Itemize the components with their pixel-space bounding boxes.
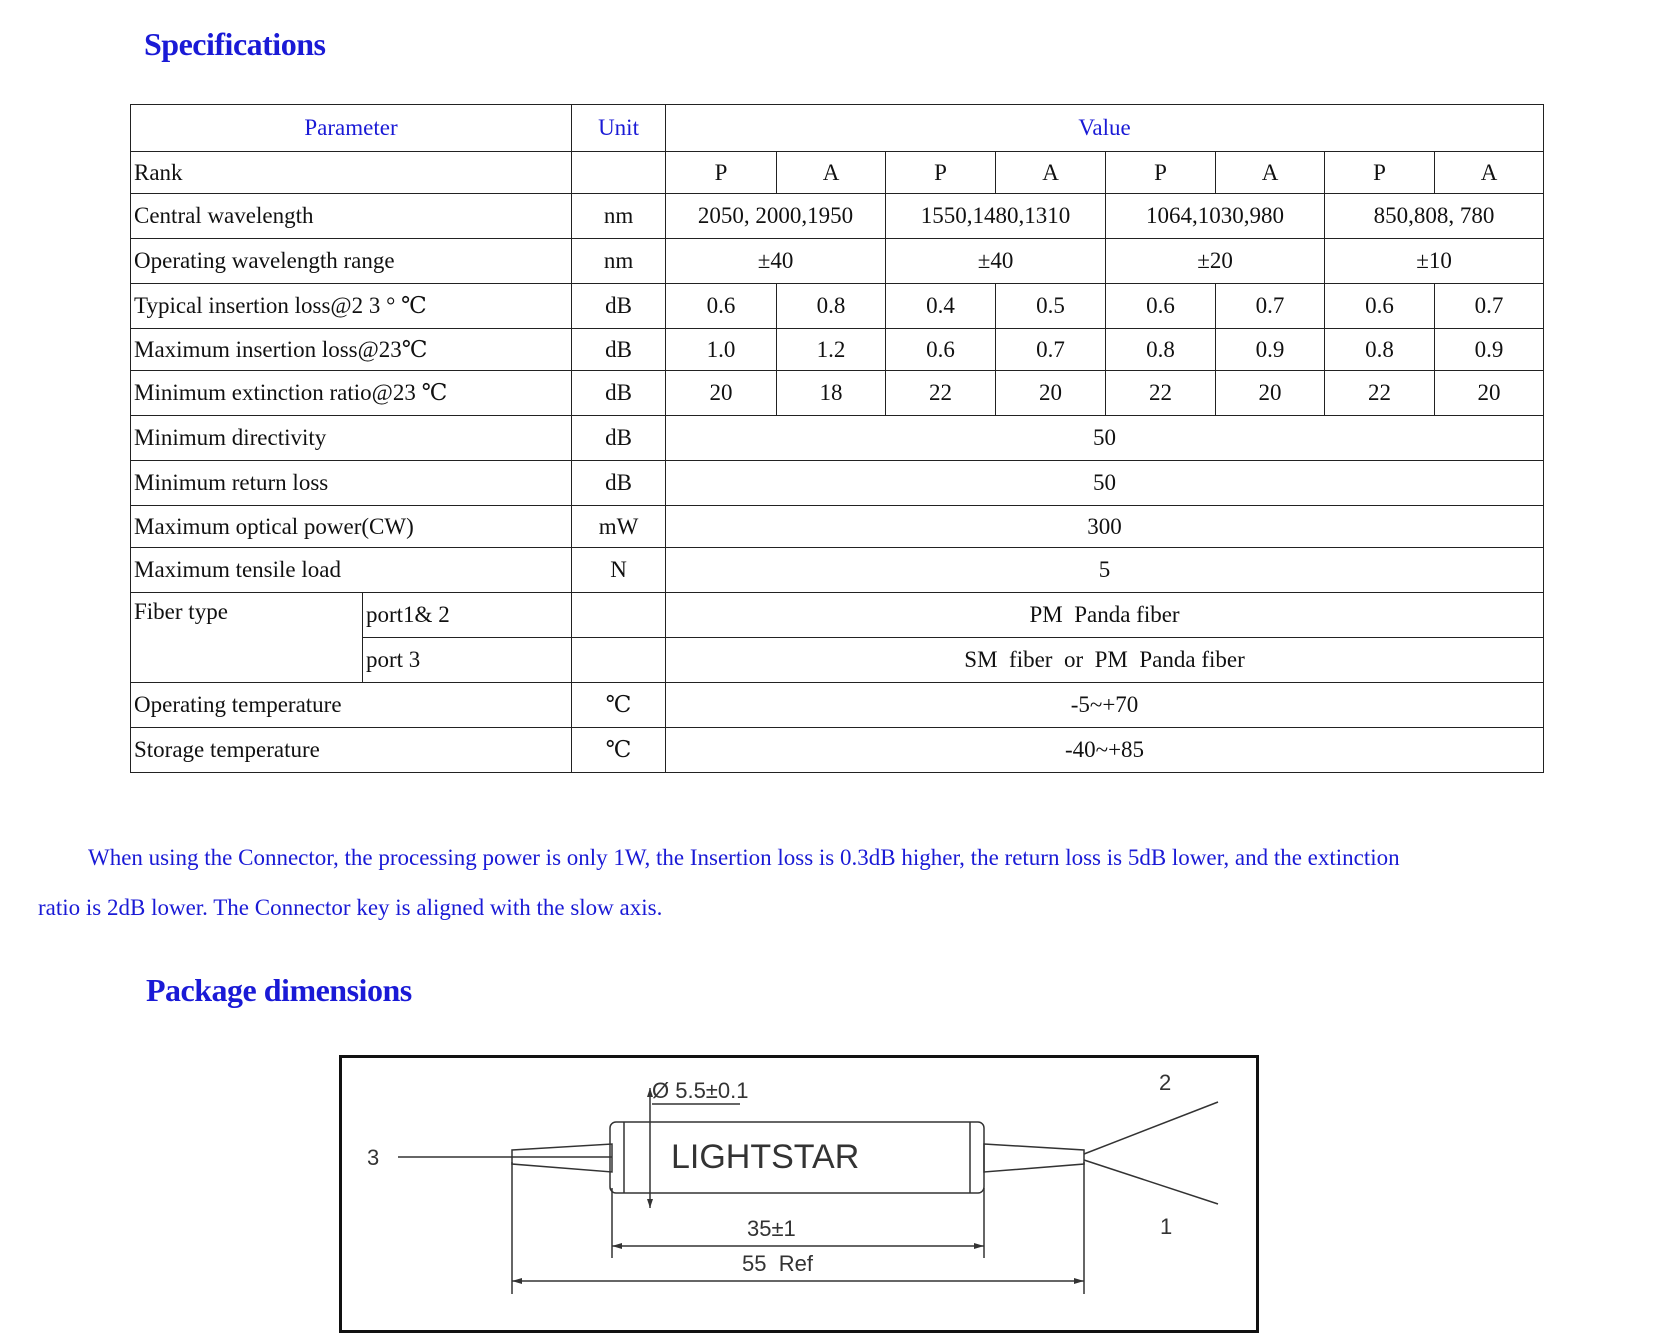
max-power-row (131, 506, 1544, 548)
rank-row (131, 152, 1544, 194)
op-temp-unit: ℃ (572, 683, 666, 728)
min-er-unit: dB (572, 371, 666, 416)
fiber-port-2 (1084, 1102, 1218, 1154)
min-directivity-label: Minimum directivity (131, 416, 572, 461)
port-1-label: 1 (1160, 1214, 1173, 1239)
min-er-cell: 22 (1106, 371, 1216, 416)
dim-total-arrow-right (1074, 1278, 1084, 1284)
typical-il-cell: 0.7 (1216, 284, 1325, 329)
op-temp-value: -5~+70 (666, 683, 1544, 728)
op-temp-label: Operating temperature (131, 683, 572, 728)
max-power-label: Maximum optical power(CW) (131, 506, 572, 548)
min-return-loss-label: Minimum return loss (131, 461, 572, 506)
port3-label: port 3 (363, 638, 572, 683)
port12-value: PM Panda fiber (666, 593, 1544, 638)
min-er-cell: 22 (886, 371, 996, 416)
min-directivity-unit: dB (572, 416, 666, 461)
port-3-label: 3 (367, 1145, 380, 1170)
storage-temp-unit: ℃ (572, 728, 666, 773)
operating-range-unit: nm (572, 239, 666, 284)
max-il-cell: 0.9 (1216, 329, 1325, 371)
max-il-cell: 0.9 (1435, 329, 1544, 371)
dim-body-arrow-left (612, 1243, 622, 1249)
max-il-row (131, 329, 1544, 371)
rank-cell: P (1325, 152, 1435, 194)
port3-unit (572, 638, 666, 683)
package-drawing-svg (342, 1058, 1256, 1330)
max-tensile-value: 5 (666, 548, 1544, 593)
typical-il-cell: 0.7 (1435, 284, 1544, 329)
min-directivity-row (131, 416, 1544, 461)
total-length-label: 55 Ref (742, 1251, 813, 1276)
port-2-label: 2 (1159, 1070, 1172, 1095)
typical-il-cell: 0.4 (886, 284, 996, 329)
min-er-row (131, 371, 1544, 416)
typical-il-cell: 0.5 (996, 284, 1106, 329)
fiber-type-label: Fiber type (131, 593, 363, 683)
max-il-label: Maximum insertion loss@23℃ (131, 329, 572, 371)
rank-cell: P (666, 152, 777, 194)
op-temp-row (131, 683, 1544, 728)
min-er-cell: 20 (1435, 371, 1544, 416)
min-er-cell: 20 (1216, 371, 1325, 416)
max-il-cell: 0.7 (996, 329, 1106, 371)
central-wavelength-row (131, 194, 1544, 239)
header-parameter: Parameter (131, 105, 572, 152)
typical-il-label: Typical insertion loss@2 3 ° ℃ (131, 284, 572, 329)
typical-il-cell: 0.6 (1325, 284, 1435, 329)
min-directivity-value: 50 (666, 416, 1544, 461)
diameter-arrow-bottom (647, 1199, 653, 1208)
rank-cell: P (1106, 152, 1216, 194)
port12-unit (572, 593, 666, 638)
connector-note-line-1: When using the Connector, the processing power is only 1W, the Insertion loss is 0.3dB higher, the return loss is 5dB lower, and the extinction (88, 845, 1400, 870)
rank-cell: A (777, 152, 886, 194)
operating-range-cell: ±40 (666, 239, 886, 284)
fiber-type-row-1 (131, 593, 1544, 638)
min-er-label: Minimum extinction ratio@23 ℃ (131, 371, 572, 416)
min-return-loss-unit: dB (572, 461, 666, 506)
central-wavelength-unit: nm (572, 194, 666, 239)
specifications-title: Specifications (144, 26, 326, 62)
package-drawing (339, 1055, 1259, 1333)
fiber-port-1 (1084, 1160, 1218, 1204)
dim-body-arrow-right (974, 1243, 984, 1249)
min-er-cell: 20 (666, 371, 777, 416)
typical-il-cell: 0.6 (1106, 284, 1216, 329)
rank-label: Rank (131, 152, 572, 194)
max-il-unit: dB (572, 329, 666, 371)
rank-unit (572, 152, 666, 194)
header-value: Value (666, 105, 1544, 152)
header-row (131, 105, 1544, 152)
operating-range-label: Operating wavelength range (131, 239, 572, 284)
max-il-cell: 1.2 (777, 329, 886, 371)
max-il-cell: 0.8 (1106, 329, 1216, 371)
rank-cell: A (1216, 152, 1325, 194)
central-wavelength-cell: 2050, 2000,1950 (666, 194, 886, 239)
min-er-cell: 20 (996, 371, 1106, 416)
operating-range-cell: ±20 (1106, 239, 1325, 284)
min-er-cell: 22 (1325, 371, 1435, 416)
max-power-value: 300 (666, 506, 1544, 548)
left-boot (512, 1144, 612, 1172)
central-wavelength-cell: 850,808, 780 (1325, 194, 1544, 239)
central-wavelength-cell: 1550,1480,1310 (886, 194, 1106, 239)
storage-temp-value: -40~+85 (666, 728, 1544, 773)
max-tensile-row (131, 548, 1544, 593)
operating-range-row (131, 239, 1544, 284)
right-boot (984, 1144, 1084, 1172)
max-il-cell: 1.0 (666, 329, 777, 371)
rank-cell: A (996, 152, 1106, 194)
port12-label: port1& 2 (363, 593, 572, 638)
max-il-cell: 0.6 (886, 329, 996, 371)
operating-range-cell: ±10 (1325, 239, 1544, 284)
min-return-loss-value: 50 (666, 461, 1544, 506)
max-power-unit: mW (572, 506, 666, 548)
package-dimensions-title: Package dimensions (146, 972, 412, 1008)
body-length-label: 35±1 (747, 1216, 796, 1241)
operating-range-cell: ±40 (886, 239, 1106, 284)
min-return-loss-row (131, 461, 1544, 506)
typical-il-row (131, 284, 1544, 329)
central-wavelength-cell: 1064,1030,980 (1106, 194, 1325, 239)
port3-value: SM fiber or PM Panda fiber (666, 638, 1544, 683)
storage-temp-label: Storage temperature (131, 728, 572, 773)
specifications-table (130, 104, 1544, 773)
dim-total-arrow-left (512, 1278, 522, 1284)
diameter-label: Ø 5.5±0.1 (652, 1078, 749, 1103)
max-tensile-label: Maximum tensile load (131, 548, 572, 593)
min-er-cell: 18 (777, 371, 886, 416)
rank-cell: A (1435, 152, 1544, 194)
max-tensile-unit: N (572, 548, 666, 593)
typical-il-unit: dB (572, 284, 666, 329)
connector-note-line-2: ratio is 2dB lower. The Connector key is aligned with the slow axis. (38, 895, 663, 920)
brand-label: LIGHTSTAR (671, 1138, 860, 1176)
central-wavelength-label: Central wavelength (131, 194, 572, 239)
typical-il-cell: 0.6 (666, 284, 777, 329)
header-unit: Unit (572, 105, 666, 152)
max-il-cell: 0.8 (1325, 329, 1435, 371)
typical-il-cell: 0.8 (777, 284, 886, 329)
rank-cell: P (886, 152, 996, 194)
storage-temp-row (131, 728, 1544, 773)
